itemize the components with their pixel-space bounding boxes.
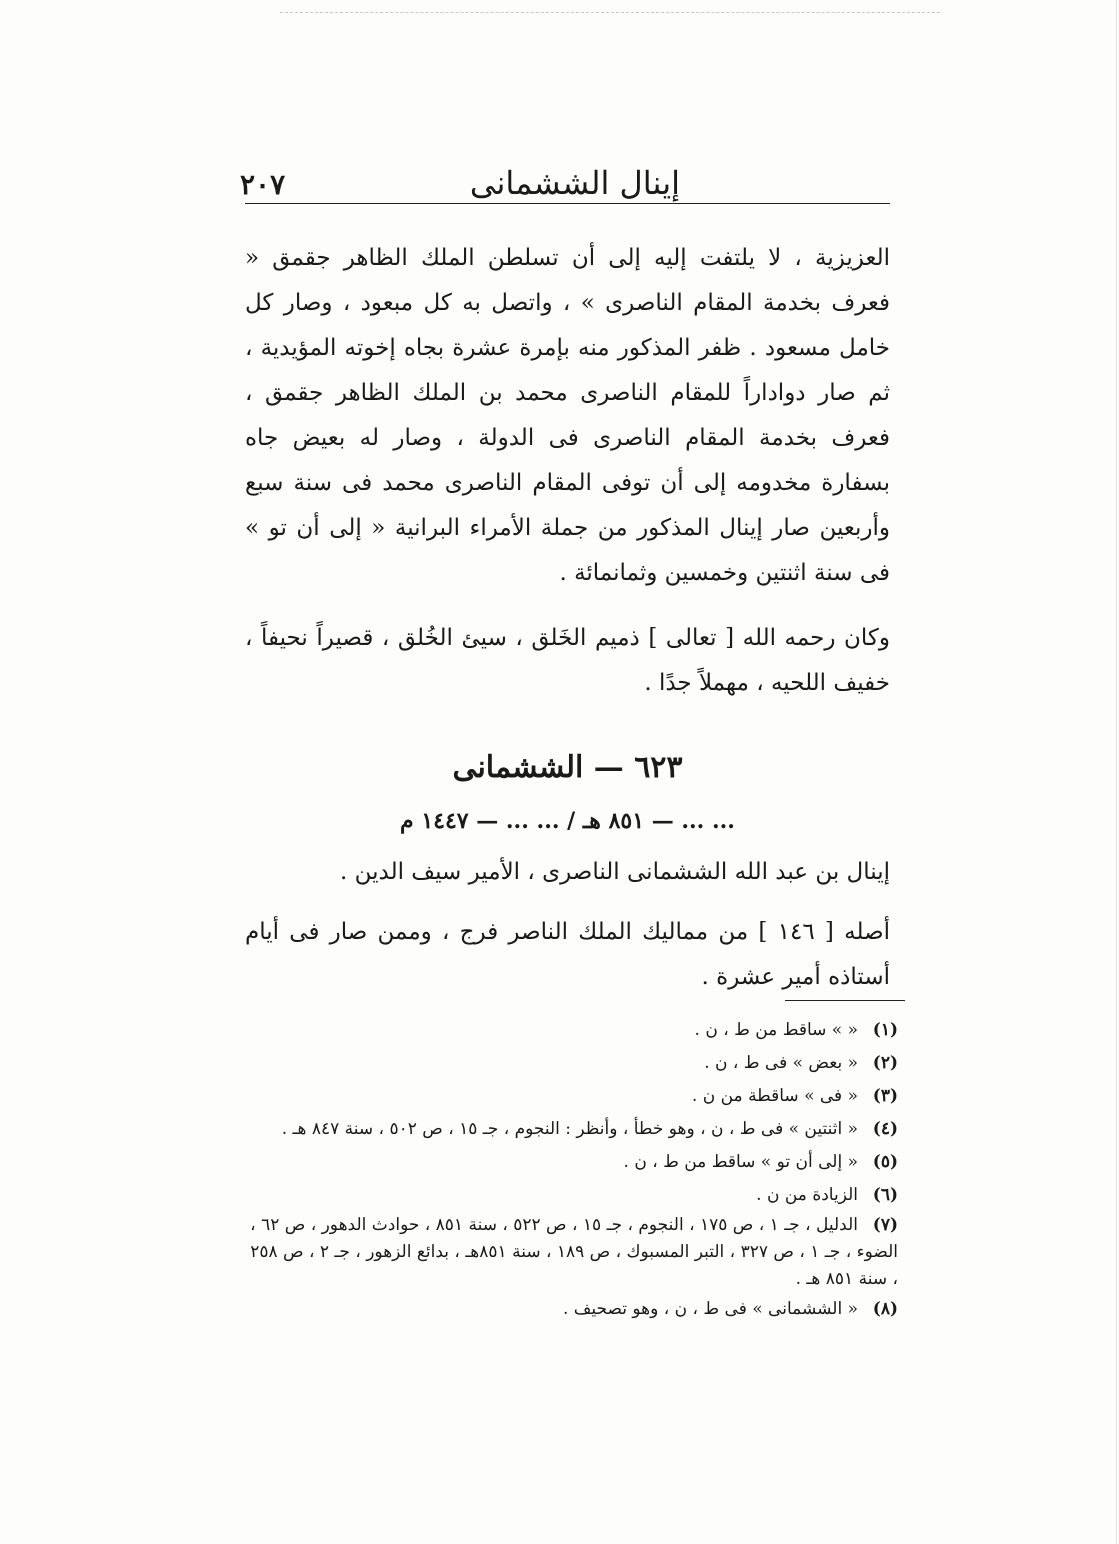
footnote-text: الزيادة من ن . bbox=[756, 1185, 858, 1205]
footnote-number: (٧) bbox=[872, 1215, 898, 1235]
footnote-number: (٢) bbox=[872, 1053, 898, 1073]
footnote-number: (٨) bbox=[872, 1299, 898, 1319]
page-edge bbox=[1116, 0, 1117, 1544]
footnote bbox=[250, 1047, 898, 1080]
footnote-number: (٣) bbox=[872, 1086, 898, 1106]
footnotes-rule bbox=[785, 1000, 905, 1001]
footnote bbox=[250, 1113, 898, 1146]
paragraph-1: العزيزية ، لا يلتفت إليه إلى أن تسلطن الملك الظاهر جقمق « فعرف بخدمة المقام الناصرى » ، واتصل به كل مبعود ، وصار كل خامل مسعود . ظفر المذكور منه بإمرة عشرة بجاه إخوته المؤيدية ، ثم صار دواداراً للمقام الناصرى محمد بن الملك الظاهر جقمق ، فعرف بخدمة المقام الناصرى فى الدولة ، وصار له بعيض جاه بسفارة مخدومه إلى أن توفى المقام الناصرى محمد فى سنة سبع وأربعين صار إينال المذكور من جملة الأمراء البرانية « إلى أن تو » فى سنة اثنتين وخمسين وثمانمائة . bbox=[245, 245, 890, 586]
footnote-text: « بعض » فى ط ، ن . bbox=[704, 1053, 858, 1073]
footnote bbox=[250, 1014, 898, 1047]
footnote bbox=[250, 1146, 898, 1179]
footnote-text: « » ساقط من ط ، ن . bbox=[694, 1020, 858, 1040]
entry-origin: أصله [ ١٤٦ ] من مماليك الملك الناصر فرج ، وممن صار فى أيام أستاذه أمير عشرة . bbox=[245, 919, 890, 990]
header-rule bbox=[245, 203, 890, 204]
footnote-number: (١) bbox=[872, 1020, 898, 1040]
footnote bbox=[250, 1080, 898, 1113]
page-header bbox=[240, 160, 890, 208]
footnote-number: (٥) bbox=[872, 1152, 898, 1172]
footnote-text: « فى » ساقطة من ن . bbox=[691, 1086, 858, 1106]
footnote-text: « إلى أن تو » ساقط من ط ، ن . bbox=[623, 1152, 858, 1172]
paragraph-2: وكان رحمه الله [ تعالى ] ذميم الخَلق ، سيئ الخُلق ، قصيراً نحيفاً ، خفيف اللحيه ، مهملاً جدًا . bbox=[245, 625, 890, 696]
footnote bbox=[250, 1212, 898, 1293]
scan-edge-line bbox=[280, 12, 940, 13]
running-title: إينال الششمانى bbox=[469, 164, 680, 202]
footnote-number: (٤) bbox=[872, 1119, 898, 1139]
footnote-number: (٦) bbox=[872, 1185, 898, 1205]
footnote bbox=[250, 1179, 898, 1212]
footnote-text: الدليل ، جـ ١ ، ص ١٧٥ ، النجوم ، جـ ١٥ ، ص ٥٢٢ ، سنة ٨٥١ ، حوادث الدهور ، ص ٦٢ ، الضوء ، جـ ١ ، ص ٣٢٧ ، التبر المسبوك ، ص ١٨٩ ، سنة ٨٥١هـ ، بدائع الزهور ، جـ ٢ ، ص ٢٥٨ ، سنة ٨٥١ هـ . bbox=[250, 1215, 898, 1289]
entry-name-line: إينال بن عبد الله الششمانى الناصرى ، الأمير سيف الدين . bbox=[339, 859, 890, 885]
footnote-text: « اثنتين » فى ط ، ن ، وهو خطأ ، وأنظر : النجوم ، جـ ١٥ ، ص ٥٠٢ ، سنة ٨٤٧ هـ . bbox=[281, 1119, 858, 1139]
footnote bbox=[250, 1293, 898, 1326]
footnotes bbox=[250, 1014, 898, 1326]
page-number: ٢٠٧ bbox=[240, 168, 286, 201]
entry-dates: ... ... — ٨٥١ هـ / ... ... — ١٤٤٧ م bbox=[400, 808, 735, 834]
entry-title: ٦٢٣ — الششمانى bbox=[452, 750, 683, 785]
footnote-text: « الششمانى » فى ط ، ن ، وهو تصحيف . bbox=[563, 1299, 858, 1319]
